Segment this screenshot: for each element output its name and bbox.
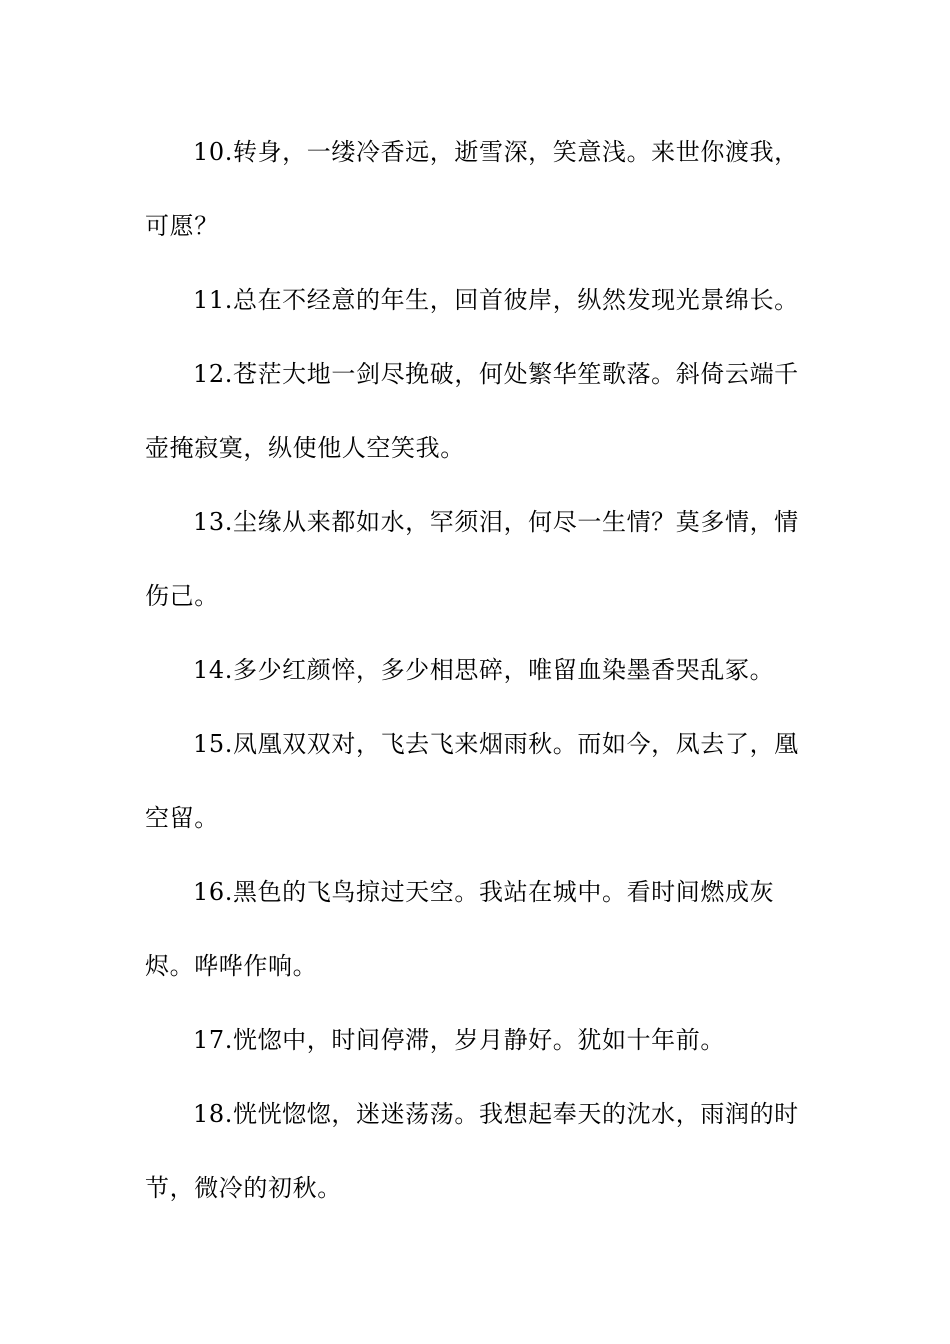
paragraph-15: 15.凤凰双双对，飞去飞来烟雨秋。而如今，凤去了，凰空留。 — [145, 730, 799, 832]
paragraph-17: 17.恍惚中，时间停滞，岁月静好。犹如十年前。 — [193, 1026, 725, 1054]
paragraph-16: 16.黑色的飞鸟掠过天空。我站在城中。看时间燃成灰烬。哗哗作响。 — [145, 878, 775, 980]
paragraph-12: 12.苍茫大地一剑尽挽破，何处繁华笙歌落。斜倚云端千壶掩寂寞，纵使他人空笑我。 — [145, 360, 799, 462]
paragraph-11: 11.总在不经意的年生，回首彼岸，纵然发现光景绵长。 — [193, 286, 799, 314]
paragraph-18: 18.恍恍惚惚，迷迷荡荡。我想起奉天的沈水，雨润的时节，微冷的初秋。 — [145, 1100, 799, 1202]
paragraph-10: 10.转身，一缕冷香远，逝雪深，笑意浅。来世你渡我，可愿？ — [145, 138, 799, 240]
paragraph-14: 14.多少红颜悴，多少相思碎，唯留血染墨香哭乱冢。 — [193, 656, 775, 684]
paragraph-13: 13.尘缘从来都如水，罕须泪，何尽一生情？莫多情，情伤己。 — [145, 508, 799, 610]
